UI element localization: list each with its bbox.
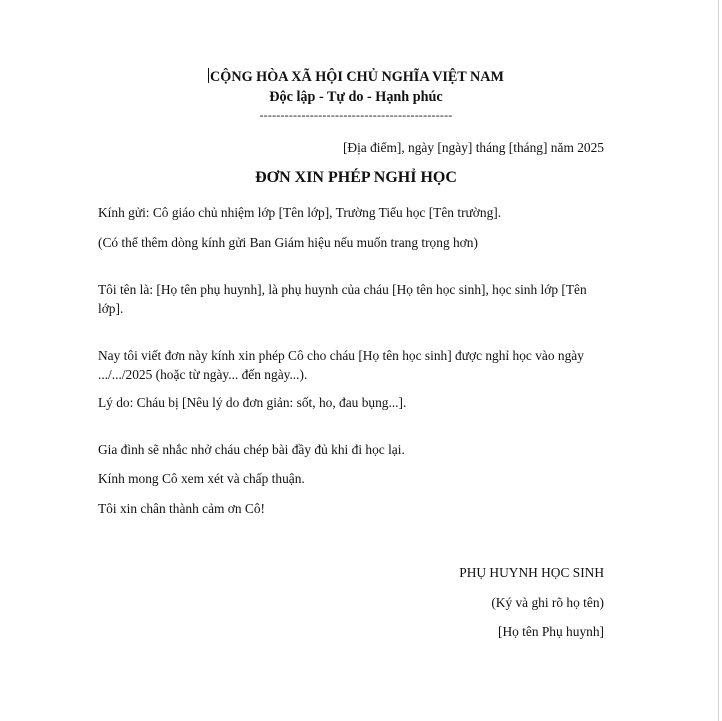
promise-line: Gia đình sẽ nhắc nhở cháu chép bài đầy đủ khi đi học lại. xyxy=(98,442,405,457)
place-date-line: [Địa điểm], ngày [ngày] tháng [tháng] năm 2025 xyxy=(342,140,604,155)
thanks-line: Tôi xin chân thành cảm ơn Cô! xyxy=(98,501,265,516)
signature-role: PHỤ HUYNH HỌC SINH xyxy=(459,565,604,580)
request-paragraph: Nay tôi viết đơn này kính xin phép Cô cho cháu [Họ tên học sinh] được nghỉ học vào ngày .../.../2025 (hoặc từ ngày... đến ngày...). xyxy=(98,348,584,382)
heading-separator: ---------------------------------------------- xyxy=(259,108,453,122)
motto-heading: Độc lập - Tự do - Hạnh phúc xyxy=(269,89,443,105)
document-title: ĐƠN XIN PHÉP NGHỈ HỌC xyxy=(255,169,457,186)
recipient-line: Kính gửi: Cô giáo chủ nhiệm lớp [Tên lớp], Trường Tiểu học [Tên trường]. xyxy=(98,205,502,220)
signature-instruction: (Ký và ghi rõ họ tên) xyxy=(491,595,604,610)
text-cursor xyxy=(208,68,209,83)
nation-heading-text: CỘNG HÒA XÃ HỘI CHỦ NGHĨA VIỆT NAM xyxy=(210,69,504,85)
intro-paragraph: Tôi tên là: [Họ tên phụ huynh], là phụ huynh của cháu [Họ tên học sinh], học sinh lớp [Tên lớp]. xyxy=(98,282,587,316)
reason-line: Lý do: Cháu bị [Nêu lý do đơn giản: sốt, ho, đau bụng...]. xyxy=(98,395,407,410)
nation-heading xyxy=(0,68,712,86)
hope-line: Kính mong Cô xem xét và chấp thuận. xyxy=(98,471,305,486)
signature-name: [Họ tên Phụ huynh] xyxy=(497,624,604,639)
page-edge xyxy=(718,0,719,721)
recipient-note: (Có thể thêm dòng kính gửi Ban Giám hiệu nếu muốn trang trọng hơn) xyxy=(98,235,478,250)
